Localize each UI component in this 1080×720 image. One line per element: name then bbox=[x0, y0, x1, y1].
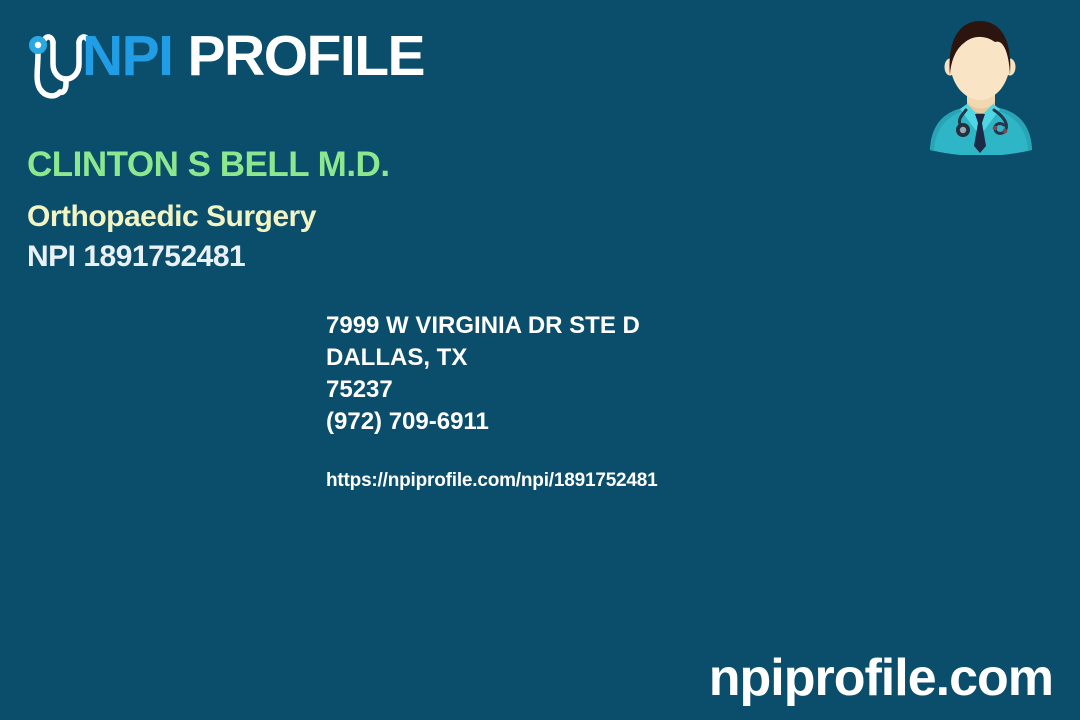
logo-text-npi: NPI bbox=[82, 24, 173, 88]
logo-text bbox=[82, 24, 425, 88]
brand-wordmark: npiprofile.com bbox=[708, 649, 1053, 707]
provider-specialty: Orthopaedic Surgery bbox=[27, 200, 316, 233]
address-line-street: 7999 W VIRGINIA DR STE D bbox=[326, 312, 640, 339]
address-line-zip: 75237 bbox=[326, 376, 393, 403]
address-line-city-state: DALLAS, TX bbox=[326, 344, 468, 371]
profile-url-link[interactable]: https://npiprofile.com/npi/1891752481 bbox=[326, 470, 658, 491]
doctor-avatar bbox=[916, 5, 1046, 155]
logo-text-profile: PROFILE bbox=[187, 24, 425, 88]
phone-number: (972) 709-6911 bbox=[326, 408, 489, 435]
provider-npi-number: NPI 1891752481 bbox=[27, 240, 246, 273]
provider-name: CLINTON S BELL M.D. bbox=[27, 145, 390, 184]
address-block bbox=[326, 310, 640, 438]
